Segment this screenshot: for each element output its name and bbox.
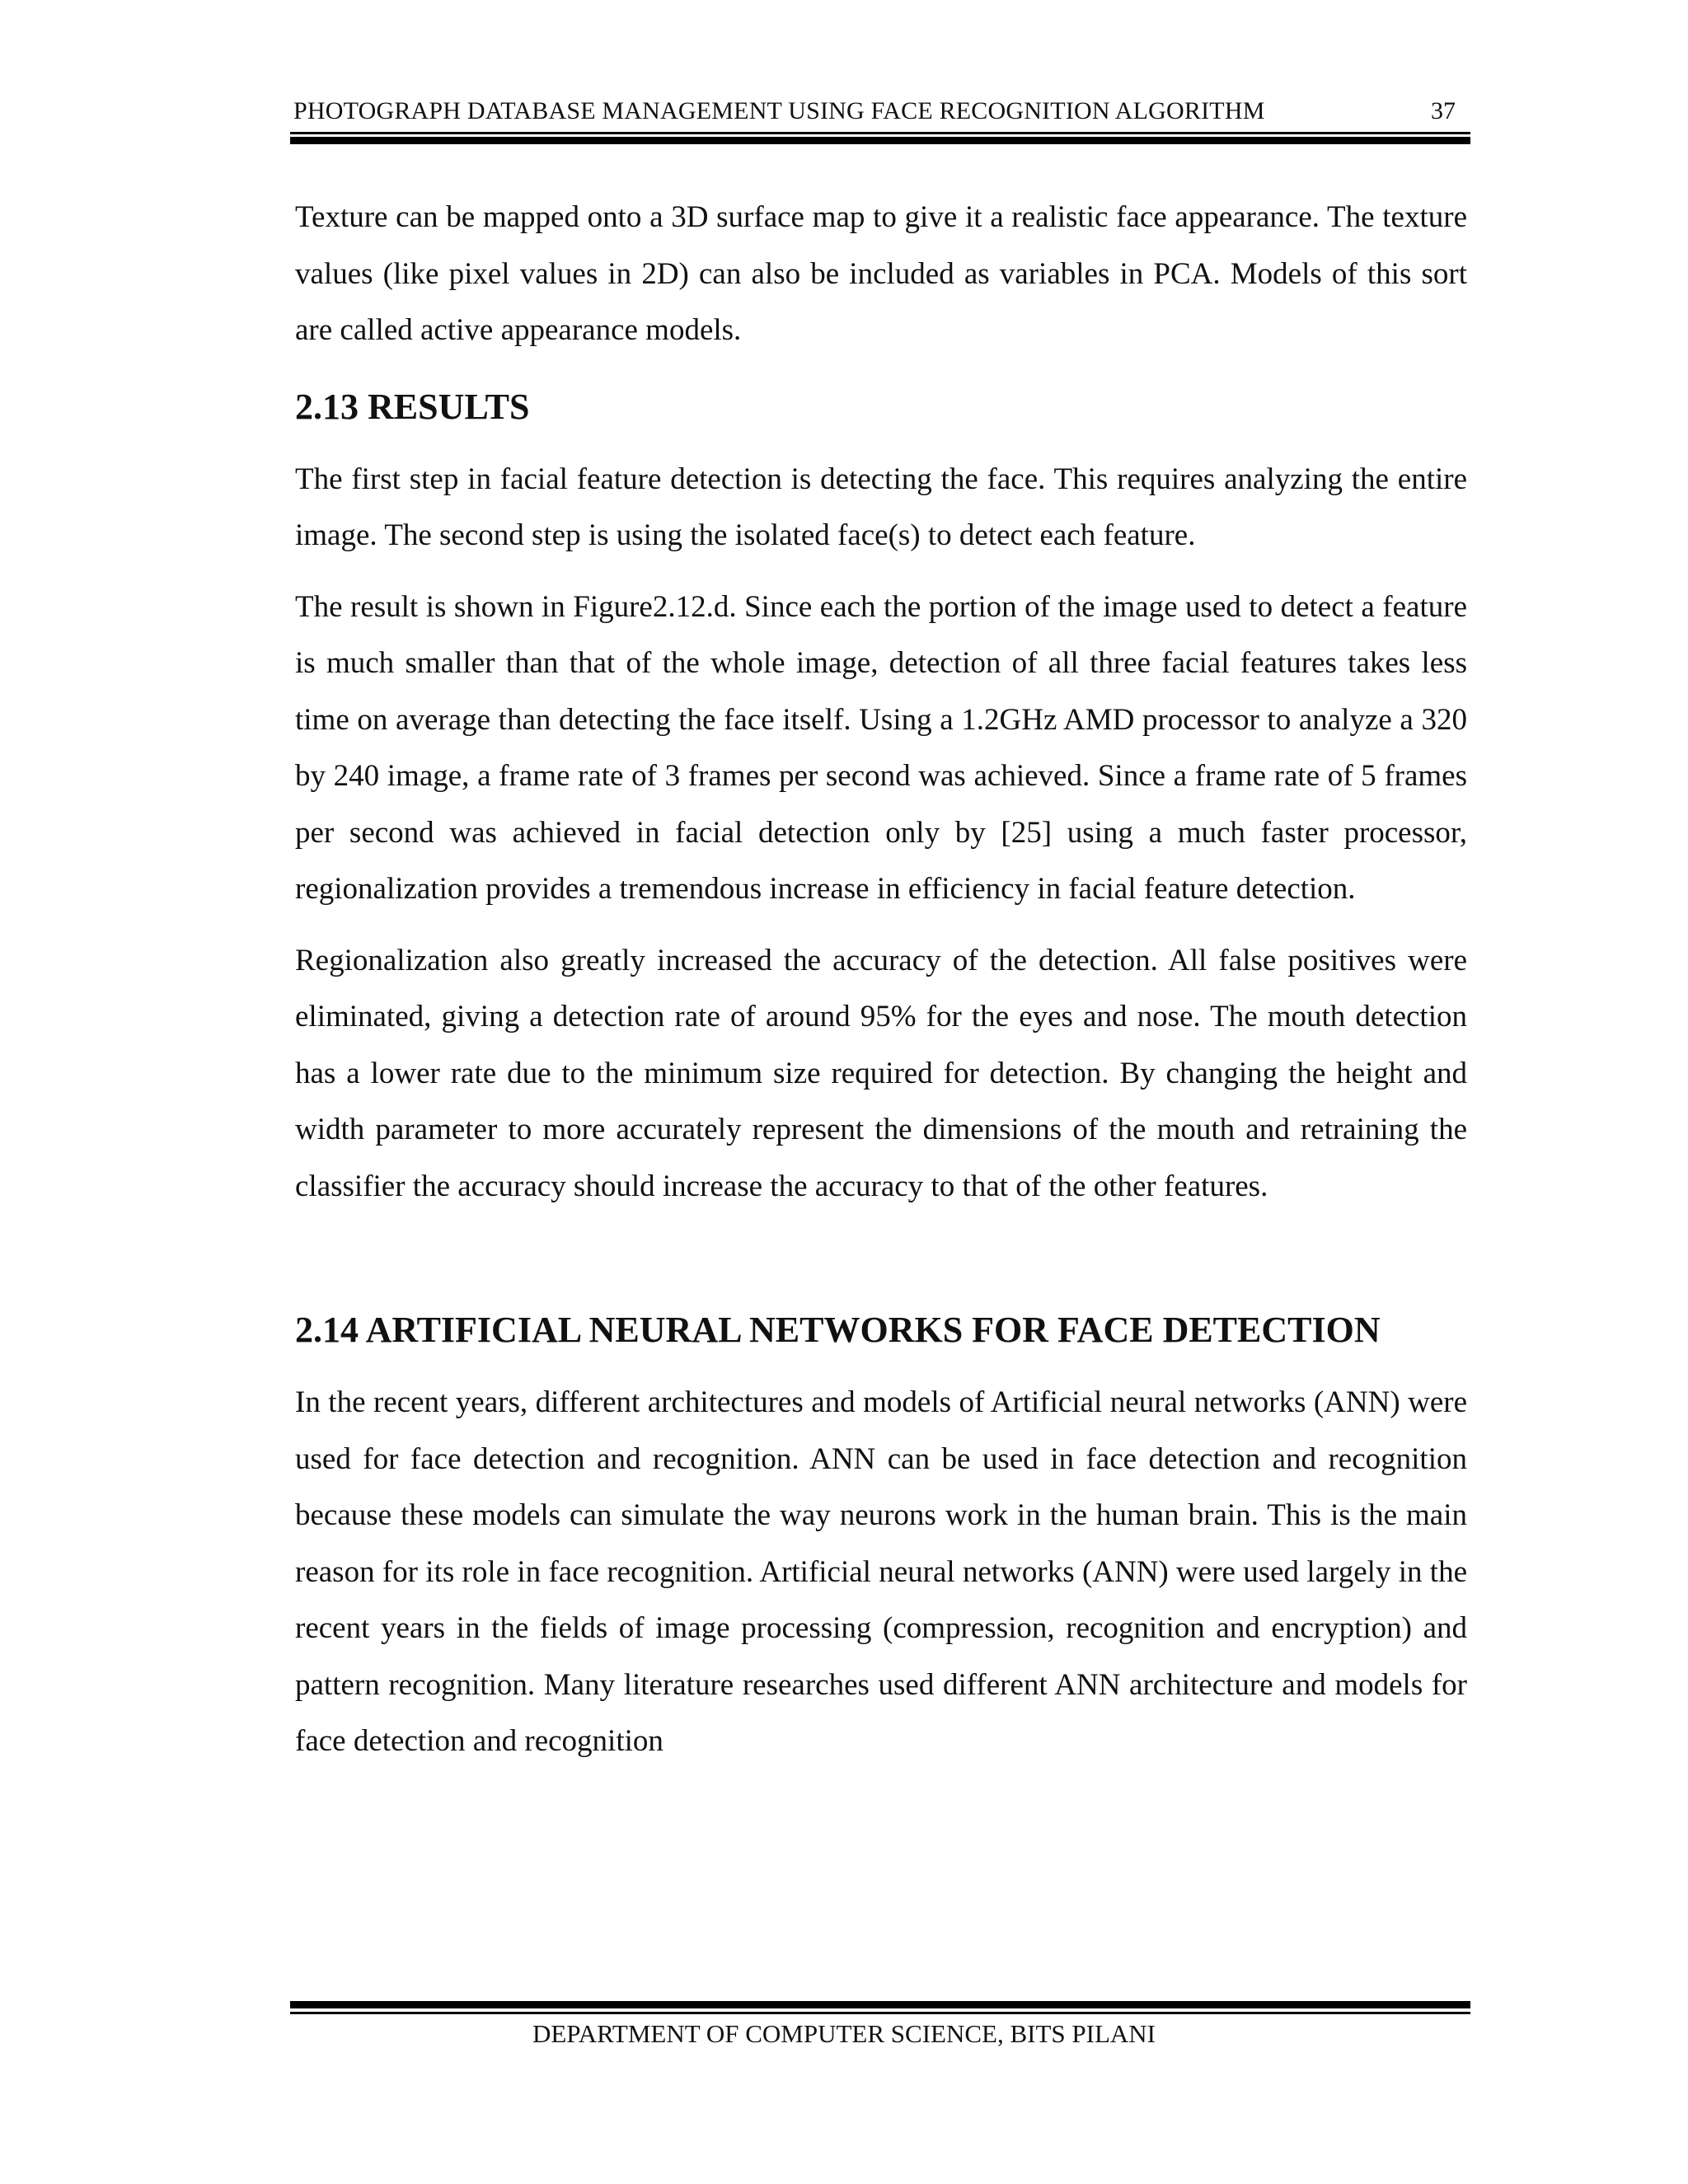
header-rule-thick [290, 137, 1470, 144]
footer-rule-thick [290, 2001, 1470, 2008]
page-number: 37 [1431, 97, 1456, 124]
section-heading-results: 2.13 RESULTS [295, 386, 530, 427]
footer-rule-thin [290, 2012, 1470, 2014]
header-rule-thin [290, 132, 1470, 134]
page-header [293, 92, 1472, 142]
results-paragraph-2: The result is shown in Figure2.12.d. Since each the portion of the image used to detect a feature is much smaller than that of the whole image, detection of all three facial features takes less time on average than detecting the face itself. Using a 1.2GHz AMD processor to analyze a 320 by 240 image, a frame rate of 3 frames per second was achieved. Since a frame rate of 5 frames per second was achieved in facial detection only by [25] using a much faster processor, regionalization provides a tremendous increase in efficiency in facial feature detection. [295, 589, 1467, 906]
section-heading-ann: 2.14 ARTIFICIAL NEURAL NETWORKS FOR FACE DETECTION [295, 1310, 1381, 1350]
ann-paragraph-1: In the recent years, different architectures and models of Artificial neural networks (ANN) were used for face detection and recognition. ANN can be used in face detection and recognition because these models can simulate the way neurons work in the human brain. This is the main reason for its role in face recognition. Artificial neural networks (ANN) were used largely in the recent years in the fields of image processing (compression, recognition and encryption) and pattern recognition. Many literature researches used different ANN architecture and models for face detection and recognition [295, 1385, 1467, 1758]
results-paragraph-1: The first step in facial feature detection is detecting the face. This requires analyzing the entire image. The second step is using the isolated face(s) to detect each feature. [295, 462, 1467, 552]
intro-paragraph: Texture can be mapped onto a 3D surface map to give it a realistic face appearance. The texture values (like pixel values in 2D) can also be included as variables in PCA. Models of this sort are called active appearance models. [295, 200, 1467, 347]
running-title: PHOTOGRAPH DATABASE MANAGEMENT USING FACE RECOGNITION ALGORITHM [293, 97, 1265, 124]
page-body [295, 190, 1467, 1785]
results-paragraph-3: Regionalization also greatly increased the accuracy of the detection. All false positives were eliminated, giving a detection rate of around 95% for the eyes and nose. The mouth detection has a lower rate due to the minimum size required for detection. By changing the height and width parameter to more accurately represent the dimensions of the mouth and retraining the classifier the accuracy should increase the accuracy to that of the other features. [295, 943, 1467, 1203]
footer-department: DEPARTMENT OF COMPUTER SCIENCE, BITS PILANI [532, 2019, 1156, 2048]
